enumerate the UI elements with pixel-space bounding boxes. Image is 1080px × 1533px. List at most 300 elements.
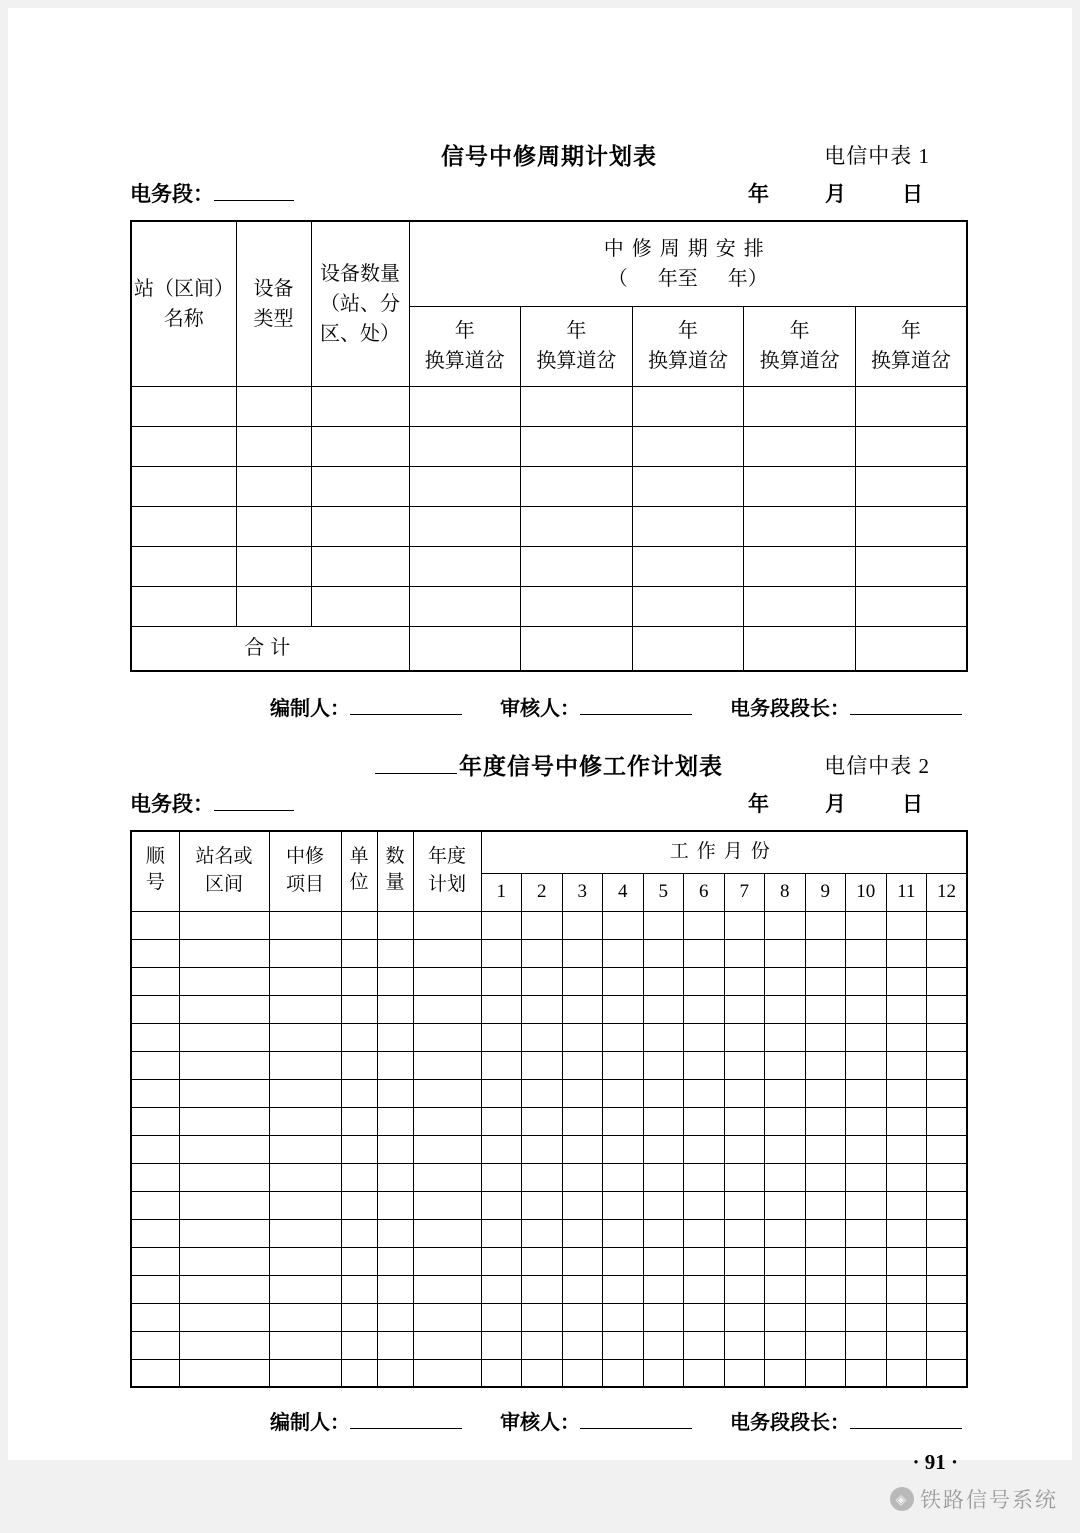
empty-cell bbox=[724, 1219, 765, 1247]
empty-cell bbox=[632, 546, 744, 586]
empty-cell bbox=[131, 466, 236, 506]
empty-cell bbox=[684, 995, 725, 1023]
empty-cell bbox=[311, 546, 409, 586]
total-label: 合计 bbox=[131, 626, 409, 671]
empty-cell bbox=[724, 967, 765, 995]
empty-cell bbox=[805, 911, 846, 939]
reviewer-label: 审核人： bbox=[500, 1412, 580, 1434]
empty-cell bbox=[724, 995, 765, 1023]
empty-cell bbox=[643, 1163, 684, 1191]
empty-cell bbox=[377, 1079, 413, 1107]
empty-cell bbox=[643, 967, 684, 995]
empty-cell bbox=[481, 1107, 522, 1135]
empty-cell bbox=[603, 1079, 644, 1107]
empty-cell bbox=[684, 1275, 725, 1303]
col-qty bbox=[377, 831, 413, 911]
table2-date-year: 年 bbox=[748, 792, 769, 816]
empty-cell bbox=[765, 1051, 806, 1079]
empty-cell bbox=[179, 967, 269, 995]
empty-cell bbox=[927, 1023, 968, 1051]
year-label: 年 bbox=[677, 320, 698, 342]
empty-cell bbox=[311, 586, 409, 626]
empty-cell bbox=[765, 967, 806, 995]
empty-cell bbox=[179, 1023, 269, 1051]
empty-cell bbox=[765, 1191, 806, 1219]
empty-cell bbox=[413, 1303, 481, 1331]
empty-cell bbox=[562, 967, 603, 995]
total-cell bbox=[744, 626, 856, 671]
empty-cell bbox=[632, 386, 744, 426]
empty-cell bbox=[643, 1359, 684, 1387]
empty-cell bbox=[377, 1331, 413, 1359]
empty-cell bbox=[684, 1359, 725, 1387]
col-station-name-line2: 名称 bbox=[163, 307, 204, 330]
empty-cell bbox=[684, 1219, 725, 1247]
table-row bbox=[131, 967, 967, 995]
empty-cell bbox=[521, 386, 633, 426]
empty-cell bbox=[765, 1303, 806, 1331]
col-annual-line1: 年度 bbox=[427, 845, 466, 867]
col-unit-line1: 单 bbox=[349, 845, 369, 867]
empty-cell bbox=[481, 939, 522, 967]
empty-cell bbox=[522, 1303, 563, 1331]
empty-cell bbox=[846, 1191, 887, 1219]
empty-cell bbox=[643, 939, 684, 967]
empty-cell bbox=[724, 1359, 765, 1387]
watermark-logo-icon: ◈ bbox=[890, 1487, 914, 1511]
empty-cell bbox=[236, 426, 311, 466]
empty-cell bbox=[377, 1191, 413, 1219]
col-month-11: 11 bbox=[886, 873, 927, 911]
col-station-line2: 区间 bbox=[204, 874, 243, 896]
empty-cell bbox=[377, 1051, 413, 1079]
empty-cell bbox=[311, 426, 409, 466]
chief-blank bbox=[850, 1409, 962, 1429]
empty-cell bbox=[522, 1135, 563, 1163]
empty-cell bbox=[341, 1247, 377, 1275]
table-row bbox=[131, 386, 967, 426]
preparer-field bbox=[270, 692, 462, 722]
empty-cell bbox=[522, 1247, 563, 1275]
empty-cell bbox=[521, 506, 633, 546]
empty-cell bbox=[846, 1303, 887, 1331]
col-month-10: 10 bbox=[846, 873, 887, 911]
table-row bbox=[131, 506, 967, 546]
empty-cell bbox=[846, 1023, 887, 1051]
reviewer-blank bbox=[580, 1409, 692, 1429]
col-seq-line2: 号 bbox=[145, 872, 165, 894]
empty-cell bbox=[236, 386, 311, 426]
empty-cell bbox=[684, 1303, 725, 1331]
empty-cell bbox=[744, 386, 856, 426]
empty-cell bbox=[724, 911, 765, 939]
reviewer-field bbox=[500, 692, 692, 722]
col-device-type-line1: 设备 bbox=[253, 277, 294, 300]
empty-cell bbox=[269, 1163, 341, 1191]
empty-cell bbox=[684, 1023, 725, 1051]
empty-cell bbox=[269, 1023, 341, 1051]
annual-work-plan-table-header bbox=[131, 831, 967, 911]
table1-date-year: 年 bbox=[748, 182, 769, 206]
empty-cell bbox=[179, 1135, 269, 1163]
empty-cell bbox=[413, 1219, 481, 1247]
empty-cell bbox=[131, 386, 236, 426]
empty-cell bbox=[643, 1191, 684, 1219]
table1-section-label: 电务段： bbox=[130, 182, 214, 206]
table2-title-row bbox=[130, 748, 968, 782]
empty-cell bbox=[855, 386, 967, 426]
empty-cell bbox=[179, 911, 269, 939]
empty-cell bbox=[409, 466, 521, 506]
turnout-label: 换算道岔 bbox=[424, 350, 505, 372]
empty-cell bbox=[765, 1331, 806, 1359]
empty-cell bbox=[341, 1051, 377, 1079]
table2-date-month: 月 bbox=[825, 792, 846, 816]
turnout-label: 换算道岔 bbox=[870, 350, 951, 372]
preparer-label: 编制人： bbox=[270, 1412, 350, 1434]
table-row bbox=[131, 1107, 967, 1135]
empty-cell bbox=[643, 1079, 684, 1107]
empty-cell bbox=[562, 1331, 603, 1359]
empty-cell bbox=[269, 1275, 341, 1303]
empty-cell bbox=[765, 995, 806, 1023]
col-qty-line1: 数 bbox=[385, 845, 405, 867]
empty-cell bbox=[341, 1163, 377, 1191]
col-qty-line2: 量 bbox=[385, 872, 405, 894]
empty-cell bbox=[269, 1303, 341, 1331]
col-year-turnout-1 bbox=[409, 306, 521, 386]
empty-cell bbox=[377, 1303, 413, 1331]
table-row bbox=[131, 1219, 967, 1247]
col-project bbox=[269, 831, 341, 911]
empty-cell bbox=[744, 466, 856, 506]
empty-cell bbox=[341, 1023, 377, 1051]
empty-cell bbox=[562, 1163, 603, 1191]
empty-cell bbox=[179, 1275, 269, 1303]
empty-cell bbox=[522, 1107, 563, 1135]
col-year-turnout-3 bbox=[632, 306, 744, 386]
total-cell bbox=[855, 626, 967, 671]
col-month-4: 4 bbox=[603, 873, 644, 911]
table2-form-code: 电信中表 2 bbox=[824, 754, 930, 778]
table2-section-field bbox=[130, 788, 294, 818]
empty-cell bbox=[481, 1191, 522, 1219]
table-row bbox=[131, 939, 967, 967]
empty-cell bbox=[846, 1331, 887, 1359]
col-device-qty-line3: 区、处） bbox=[320, 322, 400, 345]
table-row bbox=[131, 466, 967, 506]
empty-cell bbox=[131, 1107, 179, 1135]
empty-cell bbox=[413, 1191, 481, 1219]
empty-cell bbox=[377, 967, 413, 995]
empty-cell bbox=[886, 1303, 927, 1331]
empty-cell bbox=[522, 911, 563, 939]
empty-cell bbox=[805, 1135, 846, 1163]
turnout-label: 换算道岔 bbox=[536, 350, 617, 372]
empty-cell bbox=[846, 967, 887, 995]
empty-cell bbox=[603, 1275, 644, 1303]
empty-cell bbox=[643, 1219, 684, 1247]
empty-cell bbox=[522, 1163, 563, 1191]
table-row bbox=[131, 586, 967, 626]
col-year-turnout-2 bbox=[521, 306, 633, 386]
cycle-plan-table-header bbox=[131, 221, 967, 386]
col-year-turnout-5 bbox=[855, 306, 967, 386]
table1-title: 信号中修周期计划表 bbox=[441, 143, 657, 169]
table-row bbox=[131, 1163, 967, 1191]
empty-cell bbox=[481, 1135, 522, 1163]
col-month-2: 2 bbox=[522, 873, 563, 911]
empty-cell bbox=[377, 1163, 413, 1191]
empty-cell bbox=[603, 1247, 644, 1275]
year-label: 年 bbox=[900, 320, 921, 342]
empty-cell bbox=[413, 1079, 481, 1107]
empty-cell bbox=[179, 1303, 269, 1331]
empty-cell bbox=[886, 1191, 927, 1219]
empty-cell bbox=[765, 1275, 806, 1303]
empty-cell bbox=[643, 1275, 684, 1303]
empty-cell bbox=[724, 939, 765, 967]
empty-cell bbox=[886, 967, 927, 995]
col-month-9: 9 bbox=[805, 873, 846, 911]
empty-cell bbox=[413, 1331, 481, 1359]
empty-cell bbox=[413, 939, 481, 967]
empty-cell bbox=[684, 939, 725, 967]
empty-cell bbox=[269, 1359, 341, 1387]
empty-cell bbox=[131, 1359, 179, 1387]
empty-cell bbox=[927, 1163, 968, 1191]
empty-cell bbox=[131, 967, 179, 995]
empty-cell bbox=[886, 1331, 927, 1359]
empty-cell bbox=[311, 386, 409, 426]
empty-cell bbox=[886, 939, 927, 967]
empty-cell bbox=[179, 1359, 269, 1387]
cycle-group-title: 中修周期安排 bbox=[603, 237, 772, 260]
year-label: 年 bbox=[566, 320, 587, 342]
empty-cell bbox=[562, 995, 603, 1023]
empty-cell bbox=[724, 1191, 765, 1219]
empty-cell bbox=[522, 1275, 563, 1303]
col-year-turnout-4 bbox=[744, 306, 856, 386]
watermark-text: 铁路信号系统 bbox=[920, 1489, 1058, 1512]
empty-cell bbox=[562, 911, 603, 939]
empty-cell bbox=[269, 1219, 341, 1247]
empty-cell bbox=[855, 466, 967, 506]
empty-cell bbox=[855, 426, 967, 466]
empty-cell bbox=[603, 1359, 644, 1387]
empty-cell bbox=[684, 967, 725, 995]
empty-cell bbox=[765, 1163, 806, 1191]
empty-cell bbox=[522, 939, 563, 967]
empty-cell bbox=[341, 967, 377, 995]
empty-cell bbox=[562, 1023, 603, 1051]
preparer-blank bbox=[350, 1409, 462, 1429]
table2-date-field bbox=[748, 788, 968, 818]
col-month-7: 7 bbox=[724, 873, 765, 911]
empty-cell bbox=[643, 1107, 684, 1135]
table-row bbox=[131, 1303, 967, 1331]
empty-cell bbox=[522, 1331, 563, 1359]
empty-cell bbox=[643, 1247, 684, 1275]
table-row bbox=[131, 1275, 967, 1303]
col-station-name-line1: 站（区间） bbox=[134, 277, 234, 300]
empty-cell bbox=[744, 586, 856, 626]
empty-cell bbox=[522, 1079, 563, 1107]
empty-cell bbox=[886, 1247, 927, 1275]
header-row bbox=[131, 221, 967, 306]
empty-cell bbox=[603, 1051, 644, 1079]
total-cell bbox=[632, 626, 744, 671]
empty-cell bbox=[846, 1051, 887, 1079]
empty-cell bbox=[684, 911, 725, 939]
empty-cell bbox=[131, 911, 179, 939]
empty-cell bbox=[724, 1331, 765, 1359]
empty-cell bbox=[643, 911, 684, 939]
empty-cell bbox=[481, 1247, 522, 1275]
table1-date-day: 日 bbox=[902, 182, 923, 206]
empty-cell bbox=[521, 426, 633, 466]
table1-date-field bbox=[748, 178, 968, 208]
empty-cell bbox=[413, 1107, 481, 1135]
preparer-blank bbox=[350, 695, 462, 715]
table1-signature-row bbox=[130, 692, 968, 722]
empty-cell bbox=[805, 1247, 846, 1275]
empty-cell bbox=[846, 1275, 887, 1303]
empty-cell bbox=[744, 506, 856, 546]
empty-cell bbox=[269, 1191, 341, 1219]
empty-cell bbox=[684, 1163, 725, 1191]
table-row bbox=[131, 1135, 967, 1163]
empty-cell bbox=[724, 1107, 765, 1135]
empty-cell bbox=[643, 1051, 684, 1079]
empty-cell bbox=[765, 939, 806, 967]
annual-work-plan-table bbox=[130, 830, 968, 1388]
empty-cell bbox=[562, 1359, 603, 1387]
empty-cell bbox=[413, 967, 481, 995]
col-seq-line1: 顺 bbox=[145, 845, 165, 867]
empty-cell bbox=[377, 1135, 413, 1163]
empty-cell bbox=[603, 1303, 644, 1331]
empty-cell bbox=[724, 1163, 765, 1191]
empty-cell bbox=[562, 1275, 603, 1303]
empty-cell bbox=[846, 911, 887, 939]
watermark bbox=[890, 1484, 1058, 1514]
empty-cell bbox=[131, 1163, 179, 1191]
empty-cell bbox=[765, 1219, 806, 1247]
empty-cell bbox=[409, 546, 521, 586]
empty-cell bbox=[481, 1163, 522, 1191]
empty-cell bbox=[632, 466, 744, 506]
empty-cell bbox=[341, 1107, 377, 1135]
empty-cell bbox=[562, 1247, 603, 1275]
empty-cell bbox=[269, 995, 341, 1023]
empty-cell bbox=[765, 1359, 806, 1387]
empty-cell bbox=[409, 506, 521, 546]
empty-cell bbox=[846, 939, 887, 967]
reviewer-field bbox=[500, 1406, 692, 1436]
empty-cell bbox=[341, 995, 377, 1023]
empty-cell bbox=[269, 1107, 341, 1135]
empty-cell bbox=[413, 911, 481, 939]
col-months-group: 工作月份 bbox=[481, 831, 967, 873]
empty-cell bbox=[413, 1023, 481, 1051]
cycle-plan-table-body bbox=[131, 386, 967, 626]
empty-cell bbox=[341, 1191, 377, 1219]
empty-cell bbox=[886, 1135, 927, 1163]
empty-cell bbox=[131, 995, 179, 1023]
empty-cell bbox=[805, 1051, 846, 1079]
chief-field bbox=[730, 1406, 962, 1436]
table-row bbox=[131, 1023, 967, 1051]
empty-cell bbox=[927, 1051, 968, 1079]
table-row bbox=[131, 1359, 967, 1387]
empty-cell bbox=[805, 1359, 846, 1387]
empty-cell bbox=[179, 995, 269, 1023]
chief-label: 电务段段长： bbox=[730, 698, 850, 720]
col-device-type-line2: 类型 bbox=[253, 307, 294, 330]
empty-cell bbox=[562, 1107, 603, 1135]
empty-cell bbox=[886, 1275, 927, 1303]
empty-cell bbox=[179, 1247, 269, 1275]
empty-cell bbox=[805, 967, 846, 995]
empty-cell bbox=[179, 1079, 269, 1107]
empty-cell bbox=[341, 1303, 377, 1331]
empty-cell bbox=[632, 586, 744, 626]
empty-cell bbox=[311, 506, 409, 546]
table-row bbox=[131, 995, 967, 1023]
col-device-qty-line2: （站、分 bbox=[320, 292, 400, 315]
empty-cell bbox=[643, 1303, 684, 1331]
empty-cell bbox=[131, 426, 236, 466]
empty-cell bbox=[413, 1135, 481, 1163]
empty-cell bbox=[724, 1051, 765, 1079]
empty-cell bbox=[409, 386, 521, 426]
empty-cell bbox=[927, 1107, 968, 1135]
empty-cell bbox=[131, 546, 236, 586]
empty-cell bbox=[269, 1051, 341, 1079]
empty-cell bbox=[603, 1191, 644, 1219]
reviewer-label: 审核人： bbox=[500, 698, 580, 720]
empty-cell bbox=[684, 1191, 725, 1219]
empty-cell bbox=[805, 1107, 846, 1135]
empty-cell bbox=[269, 1135, 341, 1163]
empty-cell bbox=[269, 1247, 341, 1275]
empty-cell bbox=[603, 995, 644, 1023]
empty-cell bbox=[377, 1219, 413, 1247]
empty-cell bbox=[855, 506, 967, 546]
empty-cell bbox=[269, 911, 341, 939]
empty-cell bbox=[724, 1135, 765, 1163]
empty-cell bbox=[481, 1359, 522, 1387]
empty-cell bbox=[236, 466, 311, 506]
empty-cell bbox=[269, 1331, 341, 1359]
empty-cell bbox=[765, 911, 806, 939]
empty-cell bbox=[855, 586, 967, 626]
empty-cell bbox=[684, 1247, 725, 1275]
empty-cell bbox=[522, 1051, 563, 1079]
empty-cell bbox=[684, 1051, 725, 1079]
empty-cell bbox=[481, 1331, 522, 1359]
col-station bbox=[179, 831, 269, 911]
empty-cell bbox=[562, 939, 603, 967]
total-row bbox=[131, 626, 967, 671]
col-month-1: 1 bbox=[481, 873, 522, 911]
empty-cell bbox=[805, 1275, 846, 1303]
table-row bbox=[131, 426, 967, 466]
empty-cell bbox=[886, 911, 927, 939]
chief-blank bbox=[850, 695, 962, 715]
empty-cell bbox=[603, 1219, 644, 1247]
